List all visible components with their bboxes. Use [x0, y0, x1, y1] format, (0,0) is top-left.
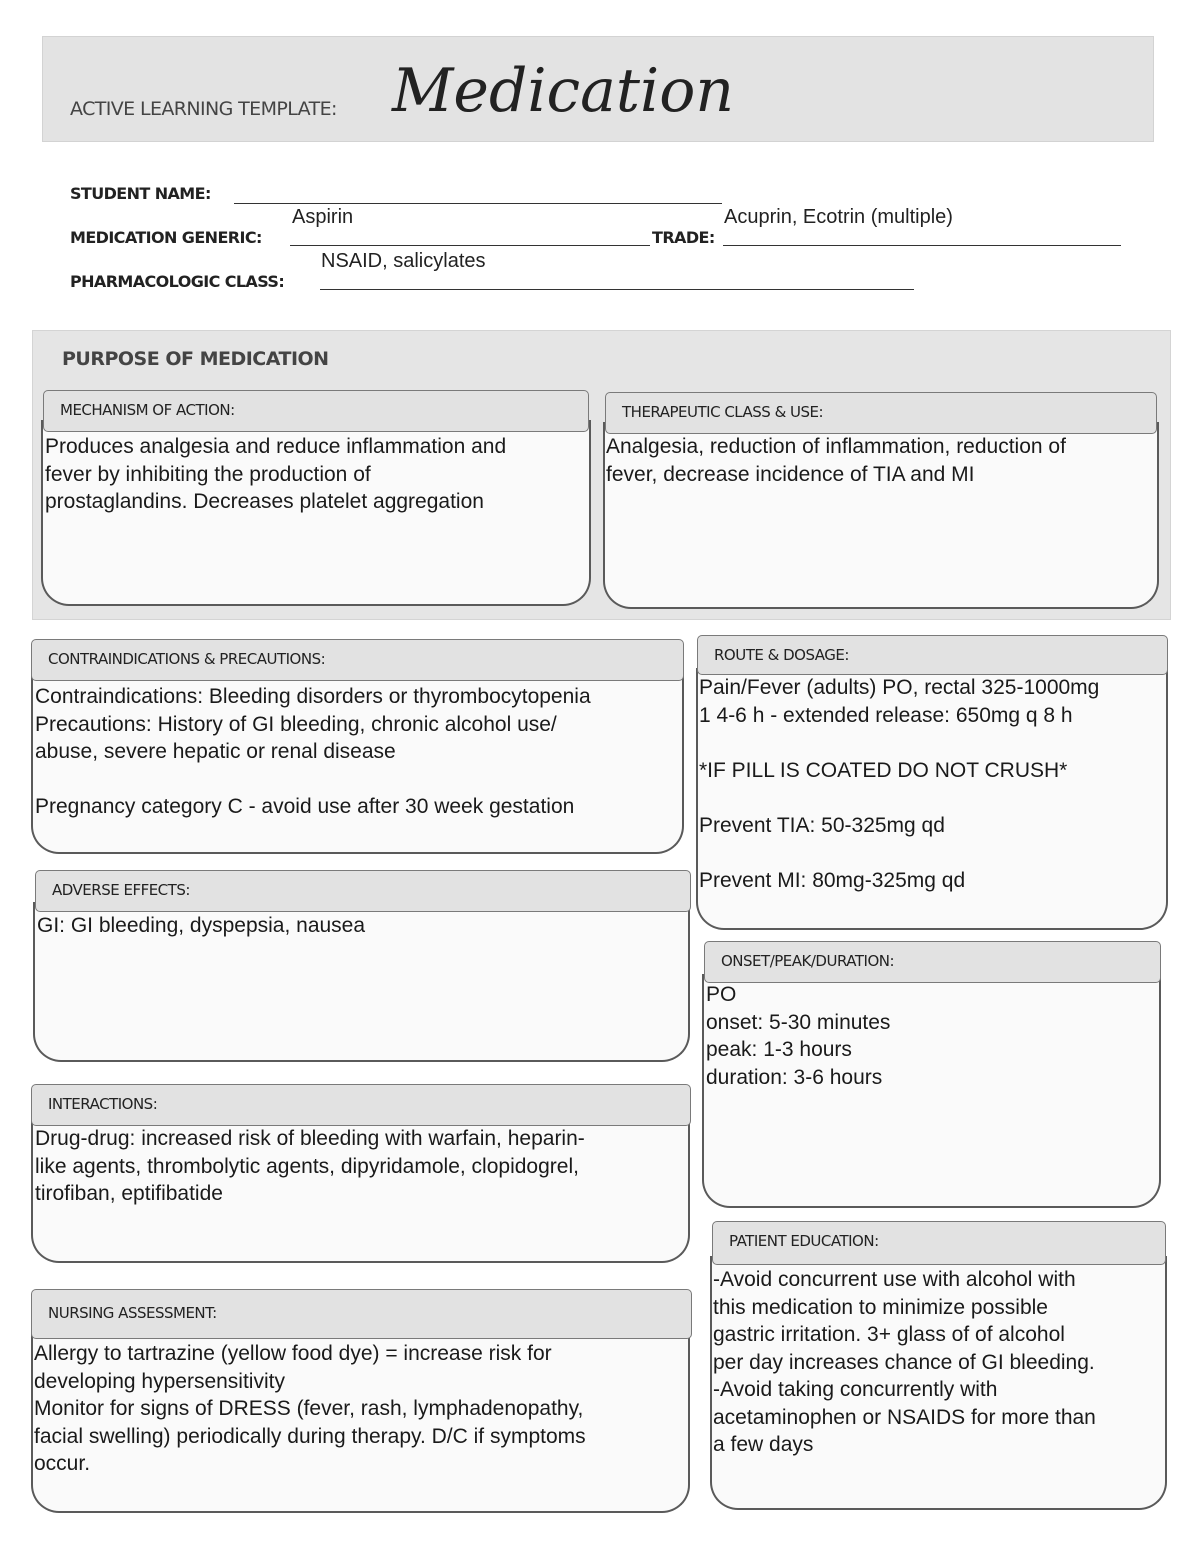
contraindications-header: CONTRAINDICATIONS & PRECAUTIONS:	[31, 639, 684, 681]
generic-field-line	[290, 245, 650, 246]
class-value[interactable]: NSAID, salicylates	[321, 250, 486, 272]
route-dosage-header: ROUTE & DOSAGE:	[697, 635, 1168, 675]
generic-label: MEDICATION GENERIC:	[70, 228, 262, 247]
template-label: ACTIVE LEARNING TEMPLATE:	[70, 98, 337, 120]
mechanism-header: MECHANISM OF ACTION:	[43, 390, 589, 432]
therapeutic-text[interactable]: Analgesia, reduction of inflammation, reduction of fever, decrease incidence of TIA and MI	[606, 435, 1066, 486]
therapeutic-header: THERAPEUTIC CLASS & USE:	[605, 392, 1157, 434]
onset-peak-duration-header: ONSET/PEAK/DURATION:	[704, 941, 1161, 983]
template-title: Medication	[392, 56, 734, 126]
interactions-text[interactable]: Drug-drug: increased risk of bleeding with warfain, heparin- like agents, thrombolytic agents, dipyridamole, clopidogrel, tirofiban, eptifibatide	[35, 1127, 585, 1205]
student-name-label: STUDENT NAME:	[70, 184, 211, 203]
patient-education-text[interactable]: -Avoid concurrent use with alcohol with this medication to minimize possible gastric irritation. 3+ glass of of alcohol per day increases chance of GI bleeding. -Avoid taking concurrently with acetaminophen or NSAIDS for more than a few days	[713, 1268, 1096, 1456]
adverse-effects-text[interactable]: GI: GI bleeding, dyspepsia, nausea	[37, 914, 366, 937]
interactions-header: INTERACTIONS:	[31, 1084, 691, 1126]
mechanism-text[interactable]: Produces analgesia and reduce inflammation and fever by inhibiting the production of prostaglandins. Decreases platelet aggregation	[45, 435, 507, 513]
patient-education-header: PATIENT EDUCATION:	[712, 1221, 1166, 1265]
student-name-field[interactable]	[234, 203, 722, 204]
onset-peak-duration-text[interactable]: PO onset: 5-30 minutes peak: 1-3 hours duration: 3-6 hours	[706, 983, 891, 1089]
class-label: PHARMACOLOGIC CLASS:	[70, 272, 285, 291]
nursing-assessment-header: NURSING ASSESSMENT:	[31, 1289, 692, 1339]
trade-value[interactable]: Acuprin, Ecotrin (multiple)	[724, 206, 953, 228]
route-dosage-text[interactable]: Pain/Fever (adults) PO, rectal 325-1000mg 1 4-6 h - extended release: 650mg q 8 h *IF PILL IS COATED DO NOT CRUSH* Prevent TIA: 50-325mg qd Prevent MI: 80mg-325mg qd	[699, 676, 1100, 892]
class-field-line	[320, 289, 914, 290]
generic-value[interactable]: Aspirin	[292, 206, 354, 228]
contraindications-text[interactable]: Contraindications: Bleeding disorders or thyrombocytopenia Precautions: History of GI bleeding, chronic alcohol use/ abuse, severe hepatic or renal disease Pregnancy category C - avoid use after 30 week gestation	[35, 685, 591, 818]
adverse-effects-header: ADVERSE EFFECTS:	[35, 870, 691, 912]
purpose-title: PURPOSE OF MEDICATION	[62, 348, 329, 370]
trade-field-line	[723, 245, 1121, 246]
trade-label: TRADE:	[652, 228, 715, 247]
nursing-assessment-text[interactable]: Allergy to tartrazine (yellow food dye) = increase risk for developing hypersensitivity Monitor for signs of DRESS (fever, rash, lymphadenopathy, facial swelling) periodically during therapy. D/C if symptoms occur.	[34, 1342, 586, 1475]
